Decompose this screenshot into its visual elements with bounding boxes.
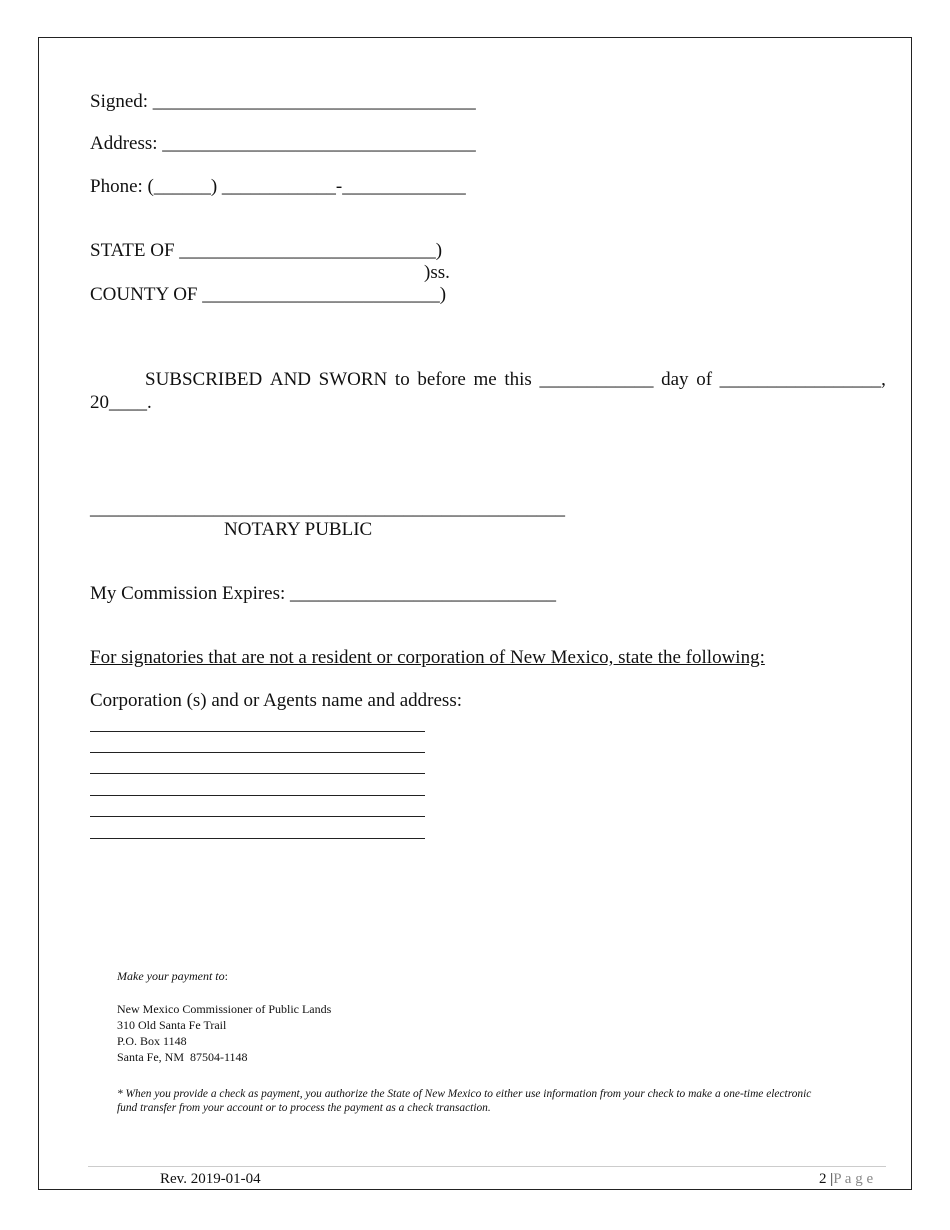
payment-intro-text: Make your payment to bbox=[117, 969, 225, 983]
oath-word: AND bbox=[269, 369, 312, 390]
payment-address-line: New Mexico Commissioner of Public Lands bbox=[117, 1002, 332, 1016]
page-word: P a g e bbox=[833, 1171, 874, 1187]
oath-year-field[interactable]: 20____. bbox=[90, 392, 152, 413]
oath-word: of bbox=[696, 369, 713, 390]
corporation-address-line[interactable] bbox=[90, 816, 425, 817]
signed-field[interactable]: Signed: __________________________________ bbox=[90, 91, 476, 112]
county-of-field[interactable]: COUNTY OF _________________________) bbox=[90, 284, 447, 305]
page-separator: | bbox=[830, 1171, 834, 1187]
revision-label: Rev. 2019-01-04 bbox=[160, 1171, 261, 1187]
payment-intro bbox=[117, 968, 228, 984]
oath-word: day bbox=[661, 369, 689, 390]
commission-expires-field[interactable]: My Commission Expires: ____________________________ bbox=[90, 583, 557, 604]
corporation-label: Corporation (s) and or Agents name and address: bbox=[90, 690, 462, 711]
oath-word: me bbox=[473, 369, 497, 390]
oath-month-blank[interactable]: _________________, bbox=[719, 369, 886, 390]
corporation-address-line[interactable] bbox=[90, 731, 425, 732]
oath-word: before bbox=[417, 369, 466, 390]
corporation-address-line[interactable] bbox=[90, 752, 425, 753]
oath-word: SWORN bbox=[318, 369, 388, 390]
footer-divider bbox=[88, 1166, 886, 1167]
corporation-address-line[interactable] bbox=[90, 838, 425, 839]
corporation-address-line[interactable] bbox=[90, 773, 425, 774]
check-notice-line: fund transfer from your account or to process the payment as a check transaction. bbox=[117, 1102, 491, 1114]
address-field[interactable]: Address: _________________________________ bbox=[90, 133, 476, 154]
corporation-address-line[interactable] bbox=[90, 795, 425, 796]
check-notice-line: * When you provide a check as payment, you authorize the State of New Mexico to either use information from your check to make a one-time electronic bbox=[117, 1088, 812, 1100]
payment-address-line: P.O. Box 1148 bbox=[117, 1034, 187, 1048]
payment-intro-colon: : bbox=[224, 969, 228, 983]
oath-day-blank[interactable]: ____________ bbox=[539, 369, 654, 390]
notary-signature-line[interactable]: __________________________________________________ bbox=[90, 498, 565, 519]
notary-public-label: NOTARY PUBLIC bbox=[224, 519, 373, 540]
page-number bbox=[819, 1168, 873, 1190]
oath-statement bbox=[90, 369, 886, 391]
payment-address-line: 310 Old Santa Fe Trail bbox=[117, 1018, 227, 1032]
nonresident-heading: For signatories that are not a resident or corporation of New Mexico, state the following: bbox=[90, 647, 765, 668]
oath-word: SUBSCRIBED bbox=[145, 369, 263, 390]
ss-label: )ss. bbox=[424, 262, 450, 283]
payment-address-line: Santa Fe, NM 87504-1148 bbox=[117, 1050, 248, 1064]
page-number-value: 2 bbox=[819, 1171, 827, 1187]
oath-word: to bbox=[394, 369, 410, 390]
phone-field[interactable]: Phone: (______) ____________-_____________ bbox=[90, 176, 466, 197]
state-of-field[interactable]: STATE OF ___________________________) bbox=[90, 240, 443, 261]
oath-word: this bbox=[504, 369, 532, 390]
